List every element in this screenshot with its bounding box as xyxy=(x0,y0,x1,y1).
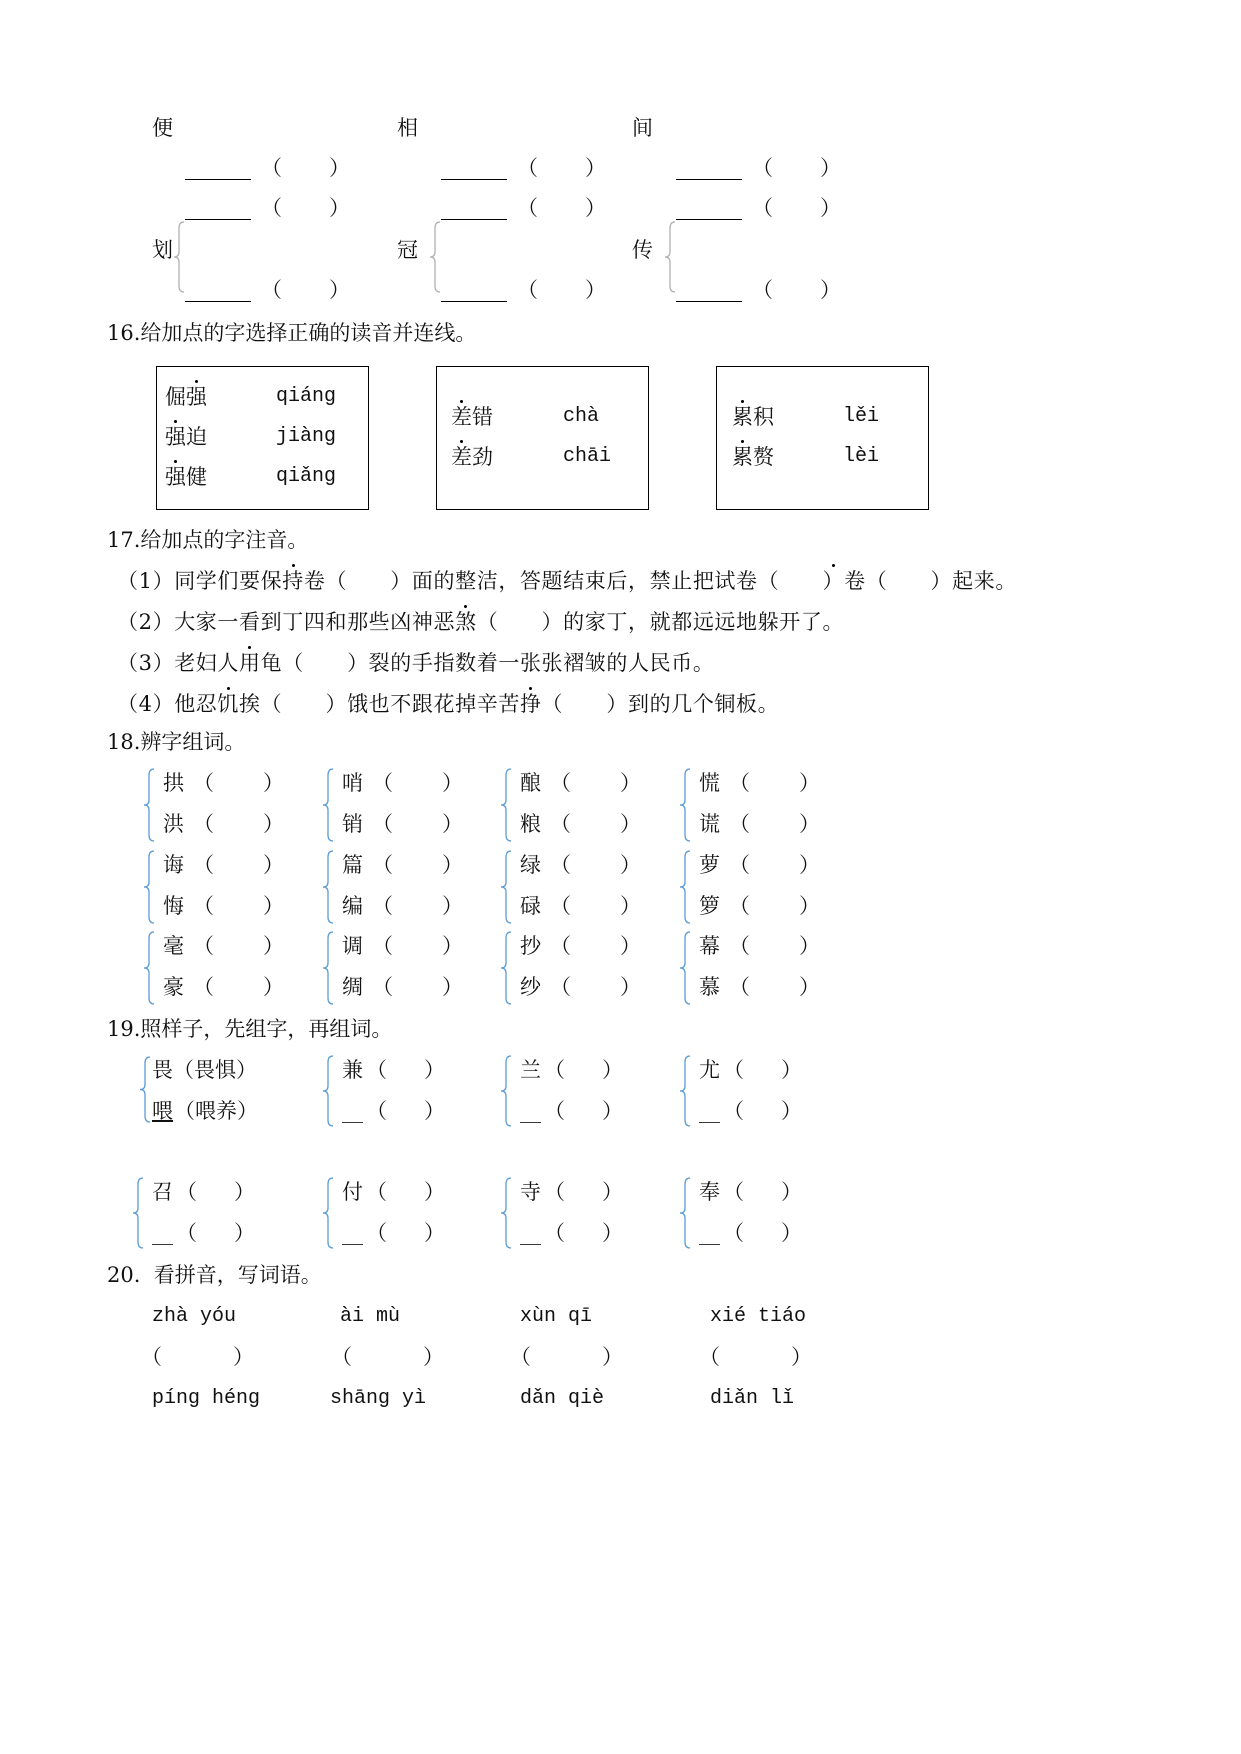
paren-open: （ xyxy=(193,853,214,877)
dotted-word: 倔强 xyxy=(165,385,207,409)
paren-open: （ xyxy=(550,812,571,836)
pinyin: dǎn qiè xyxy=(520,1387,605,1410)
emphasis-dot-char: 强 xyxy=(165,465,186,489)
blank[interactable]: __ xyxy=(342,1099,363,1123)
brace-icon xyxy=(430,222,442,292)
question-19-title: 19.照样子，先组字，再组词。 xyxy=(107,1017,393,1041)
paren-open: （ xyxy=(699,1345,720,1369)
target-char: 冠 xyxy=(397,238,418,262)
question-16-title: 16.给加点的字选择正确的读音并连线。 xyxy=(107,321,477,345)
pinyin: xùn qī xyxy=(520,1305,593,1328)
paren-open: （ xyxy=(752,156,773,180)
brace-icon xyxy=(680,851,692,923)
paren-close: ） xyxy=(263,894,284,918)
question-20-title: 20. 看拼音，写词语。 xyxy=(107,1263,322,1287)
paren-open: （ xyxy=(729,853,750,877)
brace-icon xyxy=(501,769,513,841)
char: 销 xyxy=(342,812,363,836)
question-18-title: 18.辨字组词。 xyxy=(107,730,246,754)
blank[interactable]: __ xyxy=(342,1221,363,1245)
target-char: 传 xyxy=(632,238,653,262)
brace-icon xyxy=(680,1056,692,1126)
given-char: 兼 xyxy=(342,1058,363,1082)
brace-icon xyxy=(680,932,692,1004)
sentence: （4）他忍饥挨（ ）饿也不跟花掉辛苦挣（ ）到的几个铜板。 xyxy=(117,692,780,716)
paren-open: （ xyxy=(193,894,214,918)
paren-close: ） xyxy=(620,975,641,999)
paren-close: ） xyxy=(263,975,284,999)
paren-close: ） xyxy=(424,1180,445,1204)
paren-open: （ xyxy=(723,1180,744,1204)
paren-open: （ xyxy=(372,894,393,918)
paren-open: （ xyxy=(193,975,214,999)
paren-close: ） xyxy=(602,1221,623,1245)
paren-open: （ xyxy=(550,934,571,958)
char: 酿 xyxy=(520,771,541,795)
char: 调 xyxy=(342,934,363,958)
brace-icon xyxy=(144,769,156,841)
paren-close: ） xyxy=(799,853,820,877)
paren-close: ） xyxy=(799,934,820,958)
sentence: （2）大家一看到丁四和那些凶神恶煞（ ）的家丁，就都远远地躲开了。 xyxy=(117,610,845,634)
pinyin: ài mù xyxy=(340,1305,401,1328)
pinyin-option[interactable]: chāi xyxy=(563,445,612,468)
paren-open: （ xyxy=(372,934,393,958)
pinyin-option[interactable]: qiáng xyxy=(276,385,337,408)
emphasis-dot-char: 持 xyxy=(282,569,304,593)
char: 绸 xyxy=(342,975,363,999)
paren-open: （ xyxy=(729,975,750,999)
char: 幕 xyxy=(699,934,720,958)
emphasis-dot-char: 累 xyxy=(732,405,753,429)
paren-close: ） xyxy=(781,1099,802,1123)
example-top: 畏（畏惧） xyxy=(152,1058,257,1082)
char: 箩 xyxy=(699,894,720,918)
blank[interactable]: __ xyxy=(520,1221,541,1245)
paren-close: ） xyxy=(424,1221,445,1245)
given-char: 尤 xyxy=(699,1058,720,1082)
paren-open: （ xyxy=(372,812,393,836)
emphasis-dot-char: 强 xyxy=(165,425,186,449)
paren-close: ） xyxy=(263,853,284,877)
paren-open: （ xyxy=(544,1221,565,1245)
sentence: （3）老妇人用龟（ ）裂的手指数着一张张褶皱的人民币。 xyxy=(117,651,715,675)
paren-open: （ xyxy=(261,278,282,302)
pinyin: xié tiáo xyxy=(710,1305,807,1328)
paren-open: （ xyxy=(729,812,750,836)
brace-icon xyxy=(144,932,156,1004)
paren-open: （ xyxy=(176,1221,197,1245)
blank[interactable]: __ xyxy=(152,1221,173,1245)
sentence: （1）同学们要保持卷（ ）面的整洁，答题结束后，禁止把试卷（ ）卷（ ）起来。 xyxy=(117,569,1017,593)
paren-close: ） xyxy=(329,278,350,302)
paren-close: ） xyxy=(620,853,641,877)
paren-close: ） xyxy=(602,1099,623,1123)
given-char: 兰 xyxy=(520,1058,541,1082)
paren-open: （ xyxy=(372,975,393,999)
paren-open: （ xyxy=(372,853,393,877)
pinyin-option[interactable]: lěi xyxy=(843,405,880,428)
given-char: 付 xyxy=(342,1180,363,1204)
paren-close: ） xyxy=(442,934,463,958)
brace-icon xyxy=(323,1056,335,1126)
paren-open: （ xyxy=(752,278,773,302)
paren-close: ） xyxy=(424,1058,445,1082)
target-char: 便 xyxy=(152,116,173,140)
brace-icon xyxy=(323,1178,335,1248)
paren-open: （ xyxy=(261,156,282,180)
paren-close: ） xyxy=(442,975,463,999)
emphasis-dot-char: 差 xyxy=(451,445,472,469)
paren-open: （ xyxy=(176,1180,197,1204)
paren-open: （ xyxy=(141,1345,162,1369)
brace-icon xyxy=(501,932,513,1004)
target-char: 间 xyxy=(632,116,653,140)
pinyin-option[interactable]: lèi xyxy=(843,445,880,468)
brace-icon xyxy=(680,769,692,841)
given-char: 奉 xyxy=(699,1180,720,1204)
pinyin-option[interactable]: jiàng xyxy=(276,425,337,448)
char: 抄 xyxy=(520,934,541,958)
paren-open: （ xyxy=(261,196,282,220)
paren-close: ） xyxy=(263,934,284,958)
paren-close: ） xyxy=(799,975,820,999)
brace-icon xyxy=(174,222,186,292)
paren-close: ） xyxy=(820,278,841,302)
pinyin: píng héng xyxy=(152,1387,261,1410)
paren-open: （ xyxy=(729,934,750,958)
paren-close: ） xyxy=(263,812,284,836)
brace-icon xyxy=(501,1178,513,1248)
paren-close: ） xyxy=(602,1180,623,1204)
paren-open: （ xyxy=(550,894,571,918)
paren-close: ） xyxy=(442,894,463,918)
example-bottom-char: 喂 xyxy=(152,1099,173,1123)
paren-open: （ xyxy=(193,771,214,795)
paren-close: ） xyxy=(620,894,641,918)
paren-open: （ xyxy=(729,771,750,795)
given-char: 召 xyxy=(152,1180,173,1204)
char: 谎 xyxy=(699,812,720,836)
paren-close: ） xyxy=(781,1221,802,1245)
paren-open: （ xyxy=(193,934,214,958)
dotted-word: 强健 xyxy=(165,465,207,489)
brace-icon xyxy=(323,932,335,1004)
brace-icon xyxy=(665,222,677,292)
brace-icon xyxy=(323,769,335,841)
emphasis-dot-char: 饥 xyxy=(217,692,240,716)
paren-close: ） xyxy=(602,1345,623,1369)
answer-blank[interactable] xyxy=(676,301,742,302)
blank[interactable]: __ xyxy=(520,1099,541,1123)
char: 毫 xyxy=(163,934,184,958)
char: 慌 xyxy=(699,771,720,795)
brace-icon xyxy=(680,1178,692,1248)
pinyin: diǎn lǐ xyxy=(710,1387,795,1410)
brace-icon xyxy=(501,1056,513,1126)
paren-open: （ xyxy=(550,975,571,999)
pinyin: zhà yóu xyxy=(152,1305,237,1328)
paren-close: ） xyxy=(234,1221,255,1245)
char: 悔 xyxy=(163,894,184,918)
paren-open: （ xyxy=(517,196,538,220)
answer-blank[interactable] xyxy=(676,179,742,180)
question-17-title: 17.给加点的字注音。 xyxy=(107,528,309,552)
pinyin-option[interactable]: chà xyxy=(563,405,600,428)
paren-open: （ xyxy=(366,1099,387,1123)
blank[interactable]: __ xyxy=(699,1221,720,1245)
paren-open: （ xyxy=(723,1058,744,1082)
answer-blank[interactable] xyxy=(185,219,251,220)
dotted-word: 差错 xyxy=(451,405,493,429)
paren-close: ） xyxy=(620,812,641,836)
char: 拱 xyxy=(163,771,184,795)
emphasis-dot-char: 强 xyxy=(186,385,207,409)
paren-close: ） xyxy=(781,1058,802,1082)
paren-open: （ xyxy=(544,1099,565,1123)
paren-close: ） xyxy=(820,156,841,180)
paren-close: ） xyxy=(799,771,820,795)
paren-open: （ xyxy=(729,894,750,918)
char: 萝 xyxy=(699,853,720,877)
paren-close: ） xyxy=(791,1345,812,1369)
paren-open: （ xyxy=(510,1345,531,1369)
emphasis-dot-char: 累 xyxy=(732,445,753,469)
paren-open: （ xyxy=(372,771,393,795)
answer-blank[interactable] xyxy=(185,179,251,180)
paren-open: （ xyxy=(517,278,538,302)
answer-blank[interactable] xyxy=(676,219,742,220)
paren-close: ） xyxy=(424,1099,445,1123)
paren-open: （ xyxy=(752,196,773,220)
answer-blank[interactable] xyxy=(441,301,507,302)
paren-open: （ xyxy=(723,1099,744,1123)
example-bottom-word: （喂养） xyxy=(174,1099,258,1123)
paren-close: ） xyxy=(620,771,641,795)
emphasis-dot-char: ） xyxy=(822,569,845,593)
paren-close: ） xyxy=(442,853,463,877)
paren-open: （ xyxy=(550,853,571,877)
paren-open: （ xyxy=(193,812,214,836)
paren-close: ） xyxy=(781,1180,802,1204)
dotted-word: 累积 xyxy=(732,405,774,429)
char: 哨 xyxy=(342,771,363,795)
char: 纱 xyxy=(520,975,541,999)
dotted-word: 累赘 xyxy=(732,445,774,469)
char: 绿 xyxy=(520,853,541,877)
paren-open: （ xyxy=(544,1058,565,1082)
paren-open: （ xyxy=(366,1221,387,1245)
paren-open: （ xyxy=(331,1345,352,1369)
brace-icon xyxy=(323,851,335,923)
paren-close: ） xyxy=(620,934,641,958)
char: 洪 xyxy=(163,812,184,836)
pinyin-option[interactable]: qiǎng xyxy=(276,465,337,488)
paren-close: ） xyxy=(329,156,350,180)
emphasis-dot-char: 挣 xyxy=(519,692,542,716)
paren-close: ） xyxy=(602,1058,623,1082)
emphasis-dot-char: 用 xyxy=(239,651,261,675)
paren-close: ） xyxy=(442,771,463,795)
matching-box xyxy=(716,366,929,510)
pinyin: shāng yì xyxy=(330,1387,427,1410)
paren-close: ） xyxy=(585,278,606,302)
target-char: 相 xyxy=(397,116,418,140)
paren-close: ） xyxy=(820,196,841,220)
answer-blank[interactable] xyxy=(441,179,507,180)
paren-close: ） xyxy=(263,771,284,795)
paren-open: （ xyxy=(723,1221,744,1245)
paren-close: ） xyxy=(585,156,606,180)
dotted-word: 差劲 xyxy=(451,445,493,469)
matching-box xyxy=(436,366,649,510)
paren-open: （ xyxy=(517,156,538,180)
brace-icon xyxy=(501,851,513,923)
paren-open: （ xyxy=(544,1180,565,1204)
emphasis-dot-char: 煞 xyxy=(455,610,477,634)
brace-icon xyxy=(133,1178,145,1248)
paren-close: ） xyxy=(329,196,350,220)
paren-close: ） xyxy=(423,1345,444,1369)
char: 慕 xyxy=(699,975,720,999)
char: 编 xyxy=(342,894,363,918)
paren-open: （ xyxy=(366,1180,387,1204)
brace-icon xyxy=(140,1057,152,1122)
answer-blank[interactable] xyxy=(185,301,251,302)
paren-close: ） xyxy=(799,894,820,918)
paren-open: （ xyxy=(550,771,571,795)
char: 粮 xyxy=(520,812,541,836)
dotted-word: 强迫 xyxy=(165,425,207,449)
paren-open: （ xyxy=(366,1058,387,1082)
char: 篇 xyxy=(342,853,363,877)
target-char: 划 xyxy=(152,238,173,262)
char: 碌 xyxy=(520,894,541,918)
paren-close: ） xyxy=(799,812,820,836)
char: 诲 xyxy=(163,853,184,877)
paren-close: ） xyxy=(442,812,463,836)
blank[interactable]: __ xyxy=(699,1099,720,1123)
emphasis-dot-char: 差 xyxy=(451,405,472,429)
char: 豪 xyxy=(163,975,184,999)
paren-close: ） xyxy=(233,1345,254,1369)
given-char: 寺 xyxy=(520,1180,541,1204)
brace-icon xyxy=(144,851,156,923)
paren-close: ） xyxy=(234,1180,255,1204)
answer-blank[interactable] xyxy=(441,219,507,220)
paren-close: ） xyxy=(585,196,606,220)
